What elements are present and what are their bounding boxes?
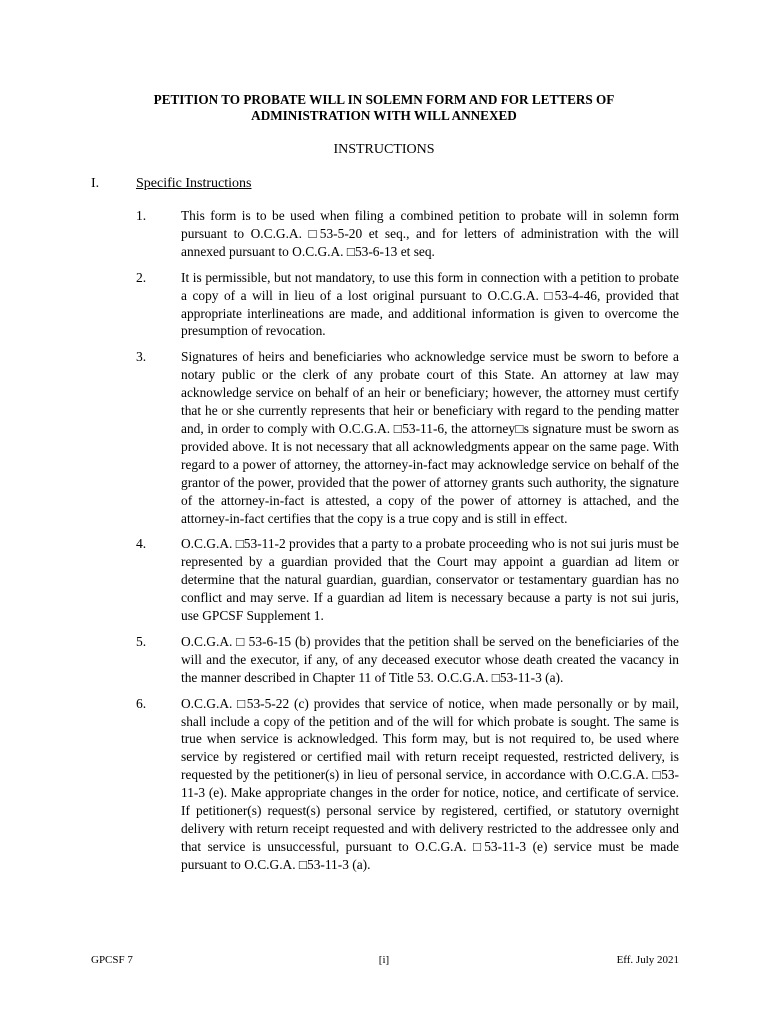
footer-form-id: GPCSF 7 (91, 954, 133, 966)
list-item (136, 535, 679, 625)
list-item (136, 269, 679, 341)
list-item-number: 2. (136, 269, 147, 285)
list-item (136, 348, 679, 527)
list-item-text: O.C.G.A. □53-11-2 provides that a party to a probate proceeding who is not sui juris must be represented by a guardian provided that the Court may appoint a guardian ad litem or determine that the natural guardian, guardian, conservator or testamentary guardian has no conflict and may serve. If a guardian ad litem is necessary because a party is not sui juris, use GPCSF Supplement 1. (181, 536, 679, 624)
list-item-text: Signatures of heirs and beneficiaries who acknowledge service must be sworn to before a notary public or the clerk of any probate court of this State. An attorney at law may acknowledge service on behalf of an heir or beneficiary; however, the attorney must certify that he or she currently represents that heir or beneficiary with regard to the pending matter and, in order to comply with O.C.G.A. □53-11-6, the attorney□s signature must be sworn as provided above. It is not necessary that all acknowledgments appear on the same page. With regard to a power of attorney, the attorney-in-fact may acknowledge service on behalf of the grantor of the power, provided that the power of attorney grants such authority, the signature of the attorney-in-fact is attested, a copy of the power of attorney is attached, and the attorney-in-fact certifies that the copy is a true copy and is still in effect. (181, 349, 679, 526)
document-subtitle: INSTRUCTIONS (333, 142, 435, 157)
list-item (136, 633, 679, 687)
section-heading: Specific Instructions (136, 176, 252, 191)
list-item-number: 6. (136, 695, 147, 711)
list-item-text: It is permissible, but not mandatory, to use this form in connection with a petition to probate a copy of a will in lieu of a lost original pursuant to O.C.G.A. □53-4-46, provided that appropriate interlineations are made, and additional information is given to overcome the presumption of revocation. (181, 269, 679, 339)
list-item-number: 1. (136, 208, 147, 223)
document-title-line-1: PETITION TO PROBATE WILL IN SOLEMN FORM AND FOR LETTERS OF (153, 92, 615, 107)
list-item-number: 4. (136, 536, 147, 552)
document-title (0, 92, 768, 124)
section-number: I. (91, 176, 100, 191)
list-item-number: 3. (136, 349, 147, 365)
footer-page-number: [i] (378, 954, 390, 966)
list-item (136, 695, 679, 874)
footer-effective-date: Eff. July 2021 (616, 954, 679, 966)
list-item-text: This form is to be used when filing a combined petition to probate will in solemn form pursuant to O.C.G.A. □53-5-20 et seq., and for letters of administration with the will annexed pursuant to O.C.G.A. □53-6-13 et seq. (181, 208, 679, 259)
list-item-text: O.C.G.A. □53-5-22 (c) provides that service of notice, when made personally or by mail, shall include a copy of the petition and of the will for which probate is sought. The same is true when service is acknowledged. This form may, but is not required to, be used where service by registered or certified mail with return receipt requested, restricted delivery, is requested by the petitioner(s) in lieu of personal service, in accordance with O.C.G.A. □53-11-3 (e). Make appropriate changes in the order for notice, notice, and certificate of service. If petitioner(s) request(s) personal service by registered, certified, or statutory overnight delivery with return receipt requested and with delivery restricted to the addressee only and that service is unsuccessful, pursuant to O.C.G.A. □53-11-3 (e) service must be made pursuant to O.C.G.A. □53-11-3 (a). (181, 695, 679, 872)
document-title-line-2: ADMINISTRATION WITH WILL ANNEXED (251, 108, 517, 123)
list-item-number: 5. (136, 633, 147, 649)
instruction-list (136, 207, 679, 882)
list-item (136, 207, 679, 261)
list-item-text: O.C.G.A. □ 53-6-15 (b) provides that the petition shall be served on the beneficiaries of the will and the executor, if any, of any deceased executor whose death created the vacancy in the manner described in Chapter 11 of Title 53. O.C.G.A. □53-11-3 (a). (181, 633, 679, 685)
